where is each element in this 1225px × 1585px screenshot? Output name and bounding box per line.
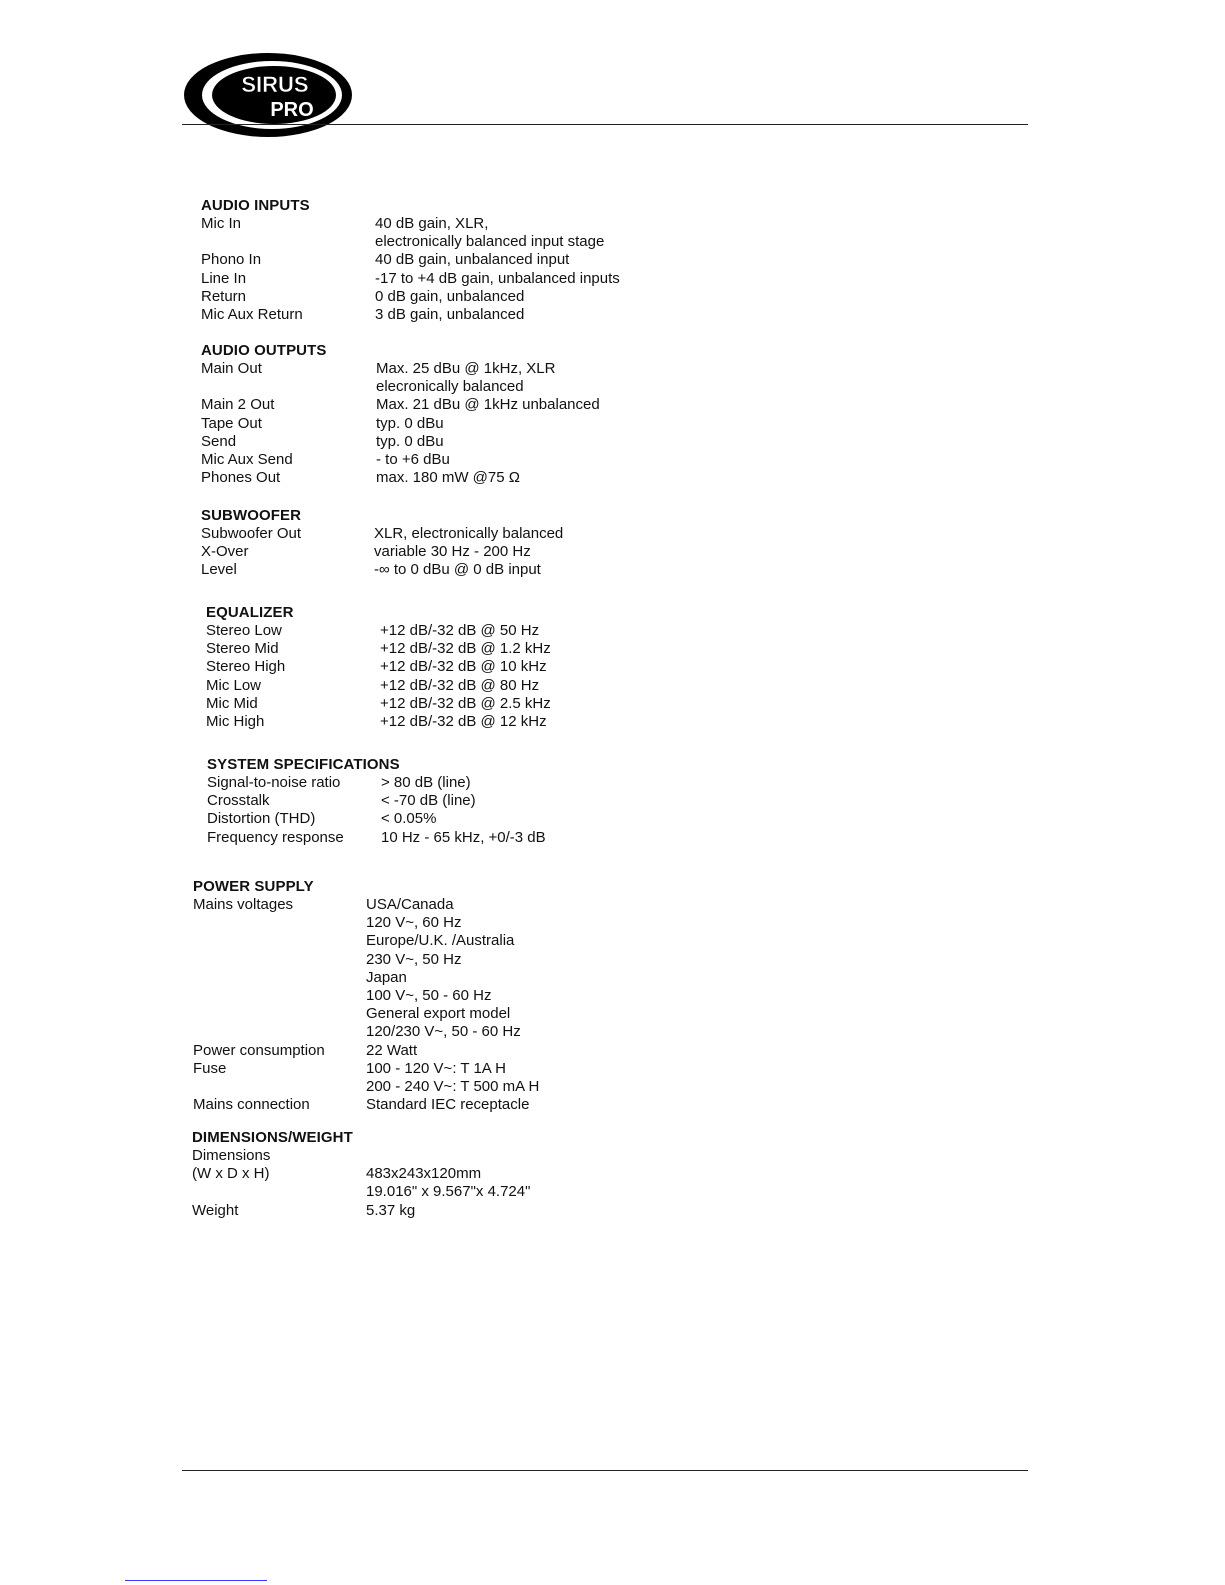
spec-value: 483x243x120mm: [366, 1165, 482, 1183]
spec-label: Mic Mid: [206, 694, 258, 712]
spec-label: Distortion (THD): [207, 810, 316, 828]
spec-row: [206, 695, 551, 713]
spec-value: 40 dB gain, XLR,: [375, 215, 489, 232]
spec-row: [207, 810, 546, 828]
spec-label: Weight: [192, 1201, 239, 1219]
spec-label: Mic Low: [206, 676, 262, 694]
spec-row: [201, 469, 600, 487]
spec-value: 120 V~, 60 Hz: [366, 914, 462, 932]
spec-values: [380, 622, 539, 640]
spec-value: Max. 25 dBu @ 1kHz, XLR: [376, 360, 556, 377]
spec-value: Max. 21 dBu @ 1kHz unbalanced: [376, 396, 600, 414]
spec-value: > 80 dB (line): [381, 774, 471, 791]
spec-row: [206, 713, 551, 731]
spec-row: [206, 640, 551, 658]
spec-values: [380, 695, 551, 713]
spec-row: [206, 658, 551, 676]
header-divider: [182, 124, 1028, 125]
section-heading: EQUALIZER: [206, 604, 294, 621]
spec-value: 200 - 240 V~: T 500 mA H: [366, 1078, 540, 1096]
spec-values: [366, 1096, 529, 1114]
spec-section: [206, 604, 551, 731]
spec-value: Standard IEC receptacle: [366, 1096, 530, 1114]
spec-label: Power consumption: [193, 1041, 325, 1059]
spec-label: Phono In: [201, 251, 262, 269]
spec-values: [381, 810, 436, 828]
spec-section: [201, 507, 563, 580]
spec-row: [201, 306, 620, 324]
spec-value: 100 V~, 50 - 60 Hz: [366, 987, 492, 1005]
spec-label: Mic Aux Return: [201, 306, 303, 324]
spec-row: [192, 1202, 530, 1220]
spec-label: Phones Out: [201, 469, 281, 487]
spec-values: [380, 677, 539, 695]
logo-text-sirus: SIRUS: [241, 72, 309, 97]
spec-values: [366, 1202, 415, 1220]
sirus-pro-logo: [182, 50, 354, 140]
spec-values: [376, 415, 444, 433]
spec-label: Send: [201, 432, 237, 450]
spec-row: [193, 1060, 539, 1096]
spec-value: typ. 0 dBu: [376, 414, 444, 432]
spec-value: typ. 0 dBu: [376, 432, 444, 450]
logo-text-pro: PRO: [270, 99, 314, 121]
spec-value: +12 dB/-32 dB @ 50 Hz: [380, 622, 540, 639]
spec-values: [374, 561, 541, 579]
spec-value: 22 Watt: [366, 1041, 418, 1059]
spec-section: [201, 342, 600, 487]
spec-row: [201, 451, 600, 469]
spec-value: 3 dB gain, unbalanced: [375, 306, 525, 324]
spec-value: 19.016" x 9.567"x 4.724": [366, 1183, 531, 1201]
spec-row: [207, 829, 546, 847]
spec-section: [192, 1129, 530, 1220]
section-heading: AUDIO OUTPUTS: [201, 342, 327, 359]
spec-label: Subwoofer Out: [201, 525, 302, 542]
spec-value: < -70 dB (line): [381, 792, 476, 810]
spec-values: [375, 251, 569, 269]
spec-values: [381, 792, 476, 810]
section-heading: SYSTEM SPECIFICATIONS: [207, 756, 400, 773]
spec-values: [375, 215, 604, 251]
spec-row: [193, 896, 539, 1042]
spec-values: [381, 829, 546, 847]
spec-value: +12 dB/-32 dB @ 2.5 kHz: [380, 694, 551, 712]
spec-value: Europe/U.K. /Australia: [366, 932, 515, 950]
spec-label: Stereo Low: [206, 622, 282, 639]
spec-value: 40 dB gain, unbalanced input: [375, 251, 570, 269]
spec-values: [376, 396, 600, 414]
spec-value: +12 dB/-32 dB @ 12 kHz: [380, 713, 547, 731]
spec-label: Main 2 Out: [201, 396, 275, 414]
spec-row: [192, 1147, 530, 1165]
spec-row: [201, 396, 600, 414]
spec-values: [380, 713, 547, 731]
spec-value: 120/230 V~, 50 - 60 Hz: [366, 1023, 521, 1041]
spec-value: 230 V~, 50 Hz: [366, 950, 462, 968]
spec-label: Mic Aux Send: [201, 451, 293, 469]
spec-value: 100 - 120 V~: T 1A H: [366, 1059, 506, 1077]
spec-label: Mains connection: [193, 1096, 310, 1114]
section-heading: POWER SUPPLY: [193, 878, 314, 895]
spec-label: Stereo Mid: [206, 640, 279, 658]
spec-label: Signal-to-noise ratio: [207, 774, 341, 791]
spec-values: [380, 640, 551, 658]
spec-value: variable 30 Hz - 200 Hz: [374, 543, 531, 561]
spec-row: [201, 288, 620, 306]
spec-label: Mic In: [201, 215, 242, 232]
spec-label: Crosstalk: [207, 792, 270, 810]
spec-value: USA/Canada: [366, 896, 454, 913]
spec-label: Tape Out: [201, 414, 262, 432]
spec-row: [201, 525, 563, 543]
spec-row: [201, 561, 563, 579]
spec-row: [201, 270, 620, 288]
spec-value: General export model: [366, 1005, 511, 1023]
spec-row: [192, 1165, 530, 1201]
spec-label: Return: [201, 287, 247, 305]
spec-value: +12 dB/-32 dB @ 1.2 kHz: [380, 640, 551, 658]
spec-label: X-Over: [201, 543, 249, 561]
spec-row: [201, 543, 563, 561]
spec-value: electronically balanced input stage: [375, 233, 605, 251]
spec-label: Frequency response: [207, 828, 344, 846]
spec-section: [193, 878, 539, 1114]
section-heading: DIMENSIONS/WEIGHT: [192, 1129, 353, 1146]
spec-row: [207, 774, 546, 792]
spec-values: [375, 270, 620, 288]
spec-values: [366, 1060, 539, 1096]
spec-value: 0 dB gain, unbalanced: [375, 287, 525, 305]
section-heading: AUDIO INPUTS: [201, 197, 310, 214]
spec-row: [193, 1096, 539, 1114]
spec-values: [376, 469, 520, 487]
spec-value: -17 to +4 dB gain, unbalanced inputs: [375, 269, 620, 287]
spec-label: Level: [201, 561, 237, 579]
spec-value: +12 dB/-32 dB @ 10 kHz: [380, 658, 547, 676]
spec-label: Fuse: [193, 1059, 227, 1077]
spec-value: +12 dB/-32 dB @ 80 Hz: [380, 676, 540, 694]
spec-values: [376, 360, 555, 396]
spec-row: [201, 415, 600, 433]
spec-value: XLR, electronically balanced: [374, 525, 564, 542]
spec-values: [375, 306, 524, 324]
spec-values: [366, 1165, 530, 1201]
section-heading: SUBWOOFER: [201, 507, 302, 524]
spec-value: Japan: [366, 968, 407, 986]
spec-values: [366, 896, 521, 1042]
spec-row: [201, 251, 620, 269]
spec-values: [376, 451, 450, 469]
spec-value: < 0.05%: [381, 810, 437, 828]
spec-section: [207, 756, 546, 847]
spec-label: Stereo High: [206, 658, 286, 676]
footer-link-underline[interactable]: [125, 1580, 267, 1581]
footer-divider: [182, 1470, 1028, 1471]
spec-values: [366, 1042, 417, 1060]
spec-value: 10 Hz - 65 kHz, +0/-3 dB: [381, 828, 546, 846]
spec-row: [193, 1042, 539, 1060]
spec-value: elecronically balanced: [376, 378, 524, 396]
spec-value: - to +6 dBu: [376, 451, 450, 469]
spec-value: 5.37 kg: [366, 1201, 416, 1219]
spec-row: [207, 792, 546, 810]
spec-value: -∞ to 0 dBu @ 0 dB input: [374, 561, 541, 579]
spec-values: [376, 433, 444, 451]
spec-row: [201, 433, 600, 451]
spec-row: [201, 360, 600, 396]
spec-label: Dimensions: [192, 1147, 271, 1164]
spec-section: [201, 197, 620, 324]
spec-row: [201, 215, 620, 251]
spec-values: [375, 288, 524, 306]
spec-label: (W x D x H): [192, 1165, 270, 1183]
spec-values: [374, 543, 531, 561]
spec-label: Mic High: [206, 713, 265, 731]
spec-label: Mains voltages: [193, 896, 294, 913]
spec-label: Line In: [201, 269, 247, 287]
spec-label: Main Out: [201, 360, 262, 377]
spec-values: [374, 525, 563, 543]
spec-values: [381, 774, 471, 792]
spec-value: max. 180 mW @75 Ω: [376, 469, 520, 487]
spec-row: [206, 622, 551, 640]
spec-values: [380, 658, 547, 676]
spec-row: [206, 677, 551, 695]
